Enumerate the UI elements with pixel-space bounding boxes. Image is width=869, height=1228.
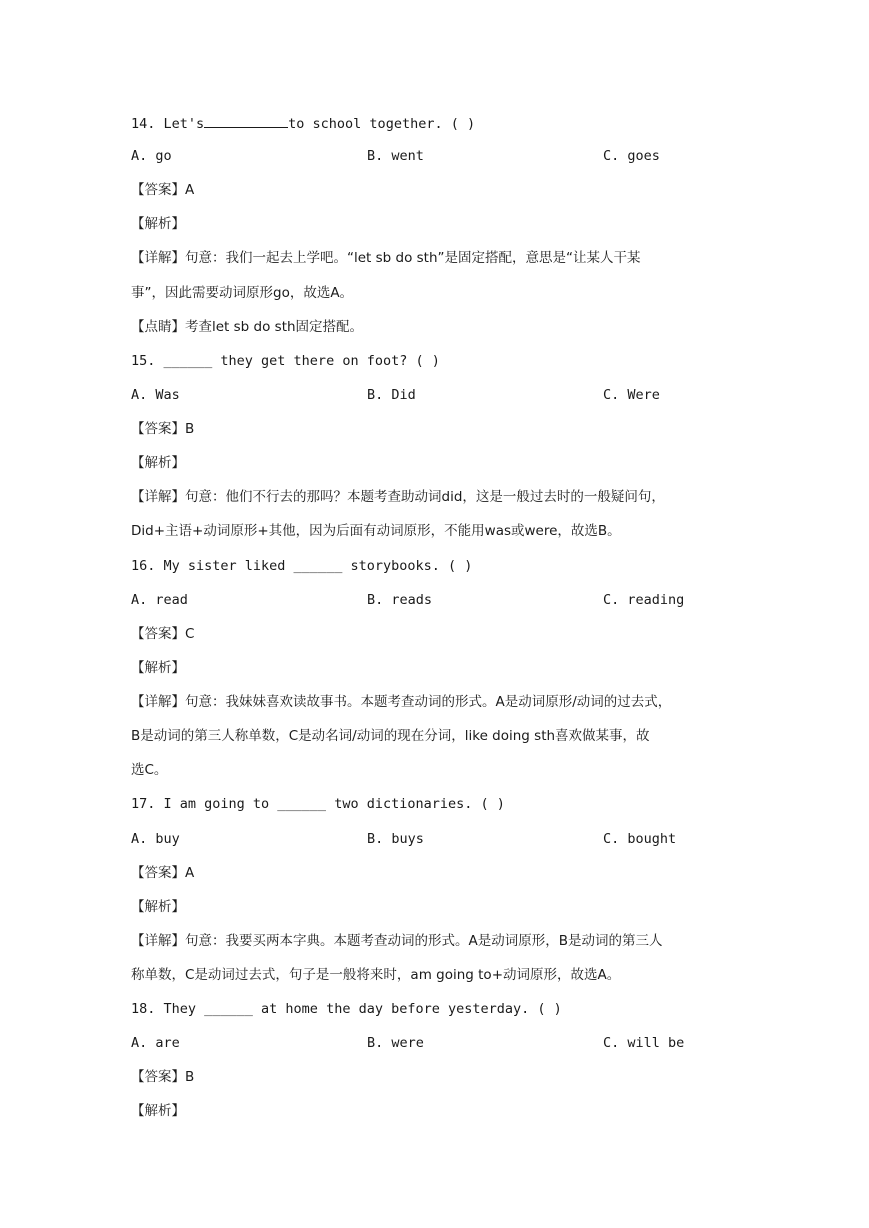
option-b: B. Did xyxy=(367,387,416,403)
option-c: C. goes xyxy=(603,148,660,164)
question-17-answer: 【答案】A xyxy=(131,865,195,881)
question-14-stem-start: 14. Let's xyxy=(131,116,205,132)
question-16-stem: 16. My sister liked ______ storybooks. ( ) xyxy=(131,558,473,574)
question-17-stem: 17. I am going to ______ two dictionaries. ( ) xyxy=(131,796,505,812)
question-17-analysis-heading: 【解析】 xyxy=(131,899,185,915)
option-b: B. reads xyxy=(367,592,433,608)
question-15-answer: 【答案】B xyxy=(131,421,195,437)
question-15-detail-line-1: 【详解】句意：他们不行去的那吗？本题考查助动词did，这是一般过去时的一般疑问句， xyxy=(131,489,665,505)
option-c: C. bought xyxy=(603,831,677,847)
question-14-detail-line-2: 事”，因此需要动词原形go，故选A。 xyxy=(131,285,354,301)
option-b: B. buys xyxy=(367,831,424,847)
question-16-answer: 【答案】C xyxy=(131,626,195,642)
question-15-stem: 15. ______ they get there on foot? ( ) xyxy=(131,353,440,369)
question-16-detail-line-3: 选C。 xyxy=(131,762,168,778)
question-15-analysis-heading: 【解析】 xyxy=(131,455,185,471)
question-16-detail-line-2: B是动词的第三人称单数，C是动名词/动词的现在分词，like doing sth喜欢做某事，故 xyxy=(131,728,650,744)
option-a: A. are xyxy=(131,1035,180,1051)
option-a: A. go xyxy=(131,148,172,164)
option-c: C. Were xyxy=(603,387,660,403)
question-18-analysis-heading: 【解析】 xyxy=(131,1103,185,1119)
question-18-stem: 18. They ______ at home the day before yesterday. ( ) xyxy=(131,1001,562,1017)
question-14-point: 【点睛】考查let sb do sth固定搭配。 xyxy=(131,319,364,335)
option-b: B. went xyxy=(367,148,424,164)
question-14-stem-end: to school together. ( ) xyxy=(288,116,476,132)
question-17-detail-line-1: 【详解】句意：我要买两本字典。本题考查动词的形式。A是动词原形，B是动词的第三人 xyxy=(131,933,663,949)
option-a: A. read xyxy=(131,592,188,608)
question-15-detail-line-2: Did+主语+动词原形+其他，因为后面有动词原形，不能用was或were，故选B。 xyxy=(131,523,621,539)
question-14-answer: 【答案】A xyxy=(131,182,195,198)
option-c: C. will be xyxy=(603,1035,685,1051)
question-16-analysis-heading: 【解析】 xyxy=(131,660,185,676)
option-a: A. Was xyxy=(131,387,180,403)
question-14-stem xyxy=(131,113,743,133)
answer-blank xyxy=(204,113,288,128)
question-14-detail-line-1: 【详解】句意：我们一起去上学吧。“let sb do sth”是固定搭配，意思是“让某人干某 xyxy=(131,250,641,266)
question-18-answer: 【答案】B xyxy=(131,1069,195,1085)
option-b: B. were xyxy=(367,1035,424,1051)
option-a: A. buy xyxy=(131,831,180,847)
question-14-analysis-heading: 【解析】 xyxy=(131,216,185,232)
question-16-detail-line-1: 【详解】句意：我妹妹喜欢读故事书。本题考查动词的形式。A是动词原形/动词的过去式， xyxy=(131,694,672,710)
question-17-detail-line-2: 称单数，C是动词过去式，句子是一般将来时，am going to+动词原形，故选A。 xyxy=(131,967,621,983)
option-c: C. reading xyxy=(603,592,685,608)
